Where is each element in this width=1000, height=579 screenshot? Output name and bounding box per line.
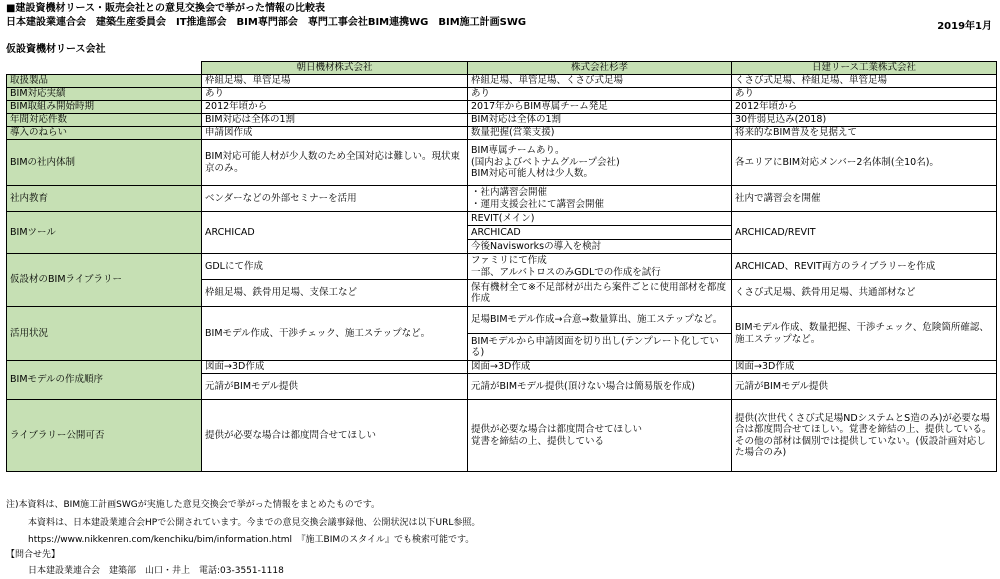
table-row — [7, 400, 997, 472]
table-cell: ARCHICAD — [202, 212, 468, 254]
table-cell: 30件弱見込み(2018) — [732, 114, 997, 127]
table-cell: BIMモデル作成、干渉チェック、施工ステップなど。 — [202, 307, 468, 361]
organization-line: 日本建設業連合会 建築生産委員会 IT推進部会 BIM専門部会 専門工事会社BIM連携WG BIM施工計画SWG — [6, 17, 527, 28]
table-row — [7, 114, 997, 127]
column-header-nikken-lease: 日建リース工業株式会社 — [732, 62, 997, 75]
document-date: 2019年1月 — [937, 21, 992, 32]
row-label: BIM対応実績 — [7, 88, 202, 101]
row-label: 社内教育 — [7, 186, 202, 212]
contact-heading: 【問合せ先】 — [6, 550, 61, 560]
table-row — [7, 127, 997, 140]
row-label: BIMツール — [7, 212, 202, 254]
table-row — [7, 75, 997, 88]
table-cell: ・社内講習会開催 ・運用支援会社にて講習会開催 — [468, 186, 732, 212]
table-cell: 元請がBIMモデル提供 — [732, 374, 997, 400]
footnote: 注)本資料は、BIM施工計画SWGが実施した意見交換会で挙がった情報をまとめたものです。 — [6, 500, 380, 510]
table-cell: 元請がBIMモデル提供 — [202, 374, 468, 400]
table-row — [7, 88, 997, 101]
table-row — [7, 101, 997, 114]
table-cell: 図面→3D作成 — [468, 361, 732, 374]
table-cell: 社内で講習会を開催 — [732, 186, 997, 212]
table-header-row — [7, 62, 997, 75]
row-label: ライブラリー公開可否 — [7, 400, 202, 472]
table-cell: あり — [202, 88, 468, 101]
table-cell: BIM専属チームあり。 (国内およびベトナムグループ会社) BIM対応可能人材は少人数。 — [468, 140, 732, 186]
table-cell: 各エリアにBIM対応メンバー2名体制(全10名)。 — [732, 140, 997, 186]
table-cell: あり — [732, 88, 997, 101]
table-cell: BIM対応可能人材が少人数のため全国対応は難しい。現状東京のみ。 — [202, 140, 468, 186]
document-title: ■建設資機材リース・販売会社との意見交換会で挙がった情報の比較表 — [6, 3, 325, 14]
table-cell: 保有機材全て※不足部材が出たら案件ごとに使用部材を都度作成 — [468, 280, 732, 307]
table-row — [7, 307, 997, 334]
table-cell: 元請がBIMモデル提供(頂けない場合は簡易版を作成) — [468, 374, 732, 400]
table-cell: 提供(次世代くさび式足場NDシステムとS造のみ)が必要な場合は都度問合せてほしい。覚書を締結の上、提供している。 その他の部材は個別では提供していない。(仮設計画対応した場合のみ) — [732, 400, 997, 472]
header-blank-cell — [7, 62, 202, 75]
table-cell: 2012年頃から — [202, 101, 468, 114]
table-cell: 枠組足場、単管足場、くさび式足場 — [468, 75, 732, 88]
table-cell: 2017年からBIM専属チーム発足 — [468, 101, 732, 114]
row-label: BIMの社内体制 — [7, 140, 202, 186]
table-cell: あり — [468, 88, 732, 101]
row-label: 年間対応件数 — [7, 114, 202, 127]
row-label: 導入のねらい — [7, 127, 202, 140]
table-cell: くさび式足場、鉄骨用足場、共通部材など — [732, 280, 997, 307]
table-cell: 申請図作成 — [202, 127, 468, 140]
table-cell: BIM対応は全体の1割 — [468, 114, 732, 127]
column-header-sugiko: 株式会社杉孝 — [468, 62, 732, 75]
table-cell: 枠組足場、単管足場 — [202, 75, 468, 88]
contact-info: 日本建設業連合会 建築部 山口・井上 電話:03-3551-1118 — [28, 566, 284, 576]
table-cell: 枠組足場、鉄骨用足場、支保工など — [202, 280, 468, 307]
table-row — [7, 140, 997, 186]
table-cell: ベンダーなどの外部セミナーを活用 — [202, 186, 468, 212]
table-cell: GDLにて作成 — [202, 254, 468, 280]
table-cell: 図面→3D作成 — [732, 361, 997, 374]
section-title: 仮設資機材リース会社 — [6, 44, 106, 55]
table-cell: くさび式足場、枠組足場、単管足場 — [732, 75, 997, 88]
table-cell: REVIT(メイン) — [468, 212, 732, 226]
table-cell: BIM対応は全体の1割 — [202, 114, 468, 127]
row-label: BIM取組み開始時期 — [7, 101, 202, 114]
row-label: BIMモデルの作成順序 — [7, 361, 202, 400]
row-label: 活用状況 — [7, 307, 202, 361]
table-row — [7, 254, 997, 280]
table-cell: 今後Navisworksの導入を検討 — [468, 240, 732, 254]
row-label: 仮設材のBIMライブラリー — [7, 254, 202, 307]
table-cell: 2012年頃から — [732, 101, 997, 114]
table-cell: 足場BIMモデル作成→合意→数量算出、施工ステップなど。 — [468, 307, 732, 334]
footnote-publication: 本資料は、日本建設業連合会HPで公開されています。今までの意見交換会議事録他、公開状況は以下URL参照。 — [28, 518, 481, 528]
table-row — [7, 361, 997, 374]
table-cell: ARCHICAD/REVIT — [732, 212, 997, 254]
table-cell: 将来的なBIM普及を見据えて — [732, 127, 997, 140]
table-cell: 提供が必要な場合は都度問合せてほしい — [202, 400, 468, 472]
table-row — [7, 212, 997, 226]
table-row — [7, 186, 997, 212]
table-cell: BIMモデル作成、数量把握、干渉チェック、危険箇所確認、施工ステップなど。 — [732, 307, 997, 361]
table-cell: ARCHICAD — [468, 226, 732, 240]
table-cell: BIMモデルから申請図面を切り出し(テンプレート化している) — [468, 334, 732, 361]
table-cell: 提供が必要な場合は都度問合せてほしい 覚書を締結の上、提供している — [468, 400, 732, 472]
table-cell: 数量把握(営業支援) — [468, 127, 732, 140]
comparison-table — [6, 61, 997, 472]
table-cell: 図面→3D作成 — [202, 361, 468, 374]
table-cell: ARCHICAD、REVIT両方のライブラリーを作成 — [732, 254, 997, 280]
reference-url: https://www.nikkenren.com/kenchiku/bim/information.html 『施工BIMのスタイル』でも検索可能です。 — [28, 535, 475, 545]
column-header-asahi: 朝日機材株式会社 — [202, 62, 468, 75]
table-cell: ファミリにて作成 一部、アルバトロスのみGDLでの作成を試行 — [468, 254, 732, 280]
row-label: 取扱製品 — [7, 75, 202, 88]
